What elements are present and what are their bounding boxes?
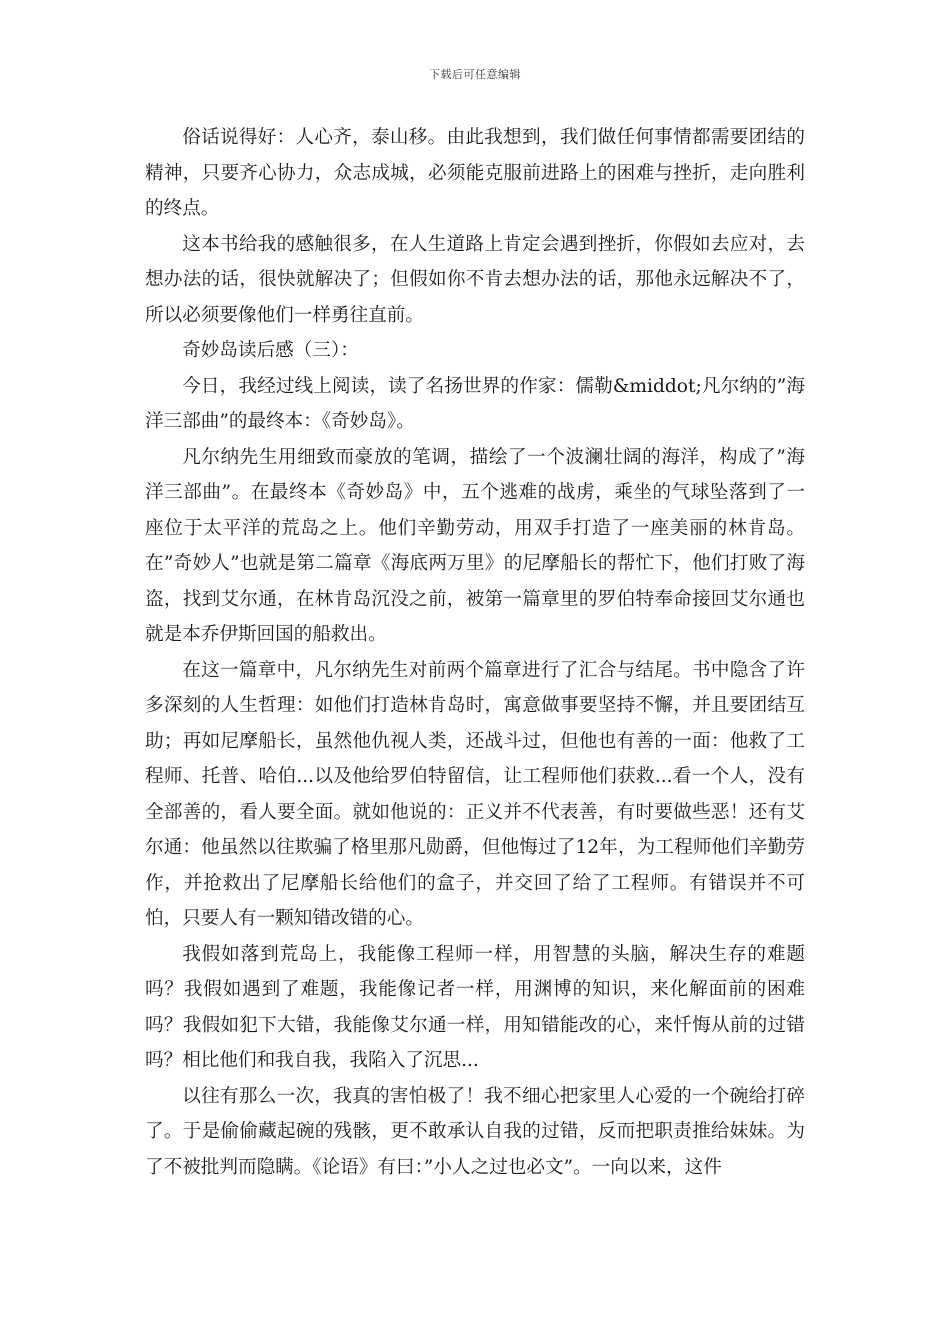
paragraph: 我假如落到荒岛上，我能像工程师一样，用智慧的头脑，解决生存的难题吗？我假如遇到了难题，我能像记者一样，用渊博的知识，来化解面前的困难吗？我假如犯下大错，我能像艾尔通一样，用知错能改的心，来忏悔从前的过错吗？相比他们和我自我，我陷入了沉思... (145, 943, 805, 1071)
document-body (145, 120, 805, 1185)
paragraph: 凡尔纳先生用细致而豪放的笔调，描绘了一个波澜壮阔的海洋，构成了”海洋三部曲”。在最终本《奇妙岛》中，五个逃难的战虏，乘坐的气球坠落到了一座位于太平洋的荒岛之上。他们辛勤劳动，用双手打造了一座美丽的林肯岛。在”奇妙人”也就是第二篇章《海底两万里》的尼摩船长的帮忙下，他们打败了海盗，找到艾尔通，在林肯岛沉没之前，被第一篇章里的罗伯特奉命接回艾尔通也就是本乔伊斯回国的船救出。 (145, 446, 805, 645)
paragraph: 这本书给我的感触很多，在人生道路上肯定会遇到挫折，你假如去应对，去想办法的话，很快就解决了；但假如你不肯去想办法的话，那他永远解决不了，所以必须要像他们一样勇往直前。 (145, 233, 805, 326)
paragraph: 以往有那么一次，我真的害怕极了！我不细心把家里人心爱的一个碗给打碎了。于是偷偷藏起碗的残骸，更不敢承认自我的过错，反而把职责推给妹妹。为了不被批判而隐瞒。《论语》有曰：”小人之过也必文”。一向以来，这件 (145, 1085, 805, 1178)
paragraph: 在这一篇章中，凡尔纳先生对前两个篇章进行了汇合与结尾。书中隐含了许多深刻的人生哲理：如他们打造林肯岛时，寓意做事要坚持不懈，并且要团结互助；再如尼摩船长，虽然他仇视人类，还战斗过，但他也有善的一面：他救了工程师、托普、哈伯...以及他给罗伯特留信，让工程师他们获救...看一个人，没有全部善的，看人要全面。就如他说的：正义并不代表善，有时要做些恶！还有艾尔通：他虽然以往欺骗了格里那凡勋爵，但他悔过了12年，为工程师他们辛勤劳作，并抢救出了尼摩船长给他们的盒子，并交回了给了工程师。有错误并不可怕，只要人有一颗知错改错的心。 (145, 659, 805, 929)
page-header: 下载后可任意编辑 (429, 68, 521, 81)
paragraph: 今日，我经过线上阅读，读了名扬世界的作家：儒勒&middot;凡尔纳的”海洋三部曲”的最终本：《奇妙岛》。 (145, 375, 805, 432)
paragraph: 俗话说得好：人心齐，泰山移。由此我想到，我们做任何事情都需要团结的精神，只要齐心协力，众志成城，必须能克服前进路上的困难与挫折，走向胜利的终点。 (145, 127, 805, 219)
section-heading: 奇妙岛读后感（三）： (182, 340, 359, 361)
